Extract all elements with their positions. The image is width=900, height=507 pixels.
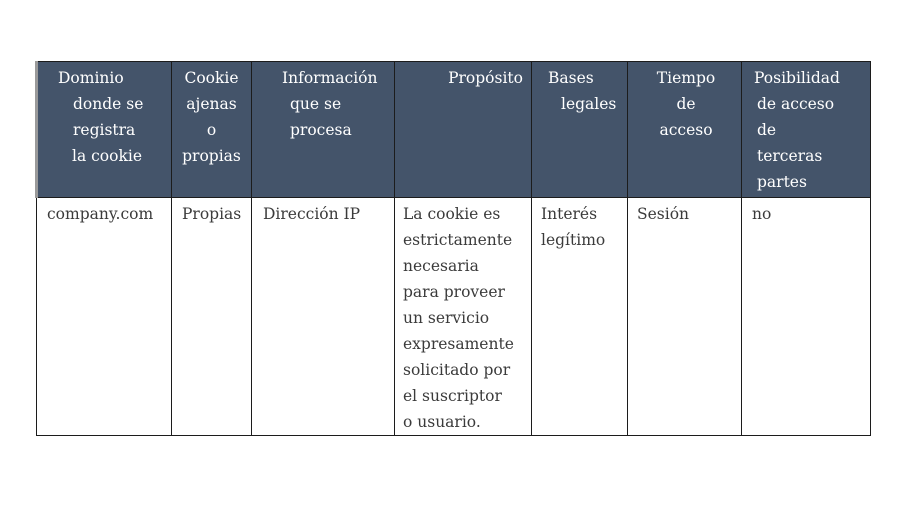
header-bases (532, 62, 628, 198)
header-dominio (37, 62, 172, 198)
cell-text: Propias (182, 205, 242, 223)
cell-text: Sesión (637, 205, 690, 223)
cell-line: estrictamente (403, 231, 513, 249)
header-line: propias (182, 147, 241, 165)
header-line: Bases (548, 69, 594, 87)
cell-line: La cookie es (403, 205, 501, 223)
cell-dominio (37, 198, 172, 436)
header-line: que se (290, 95, 342, 113)
cell-text: company.com (47, 205, 154, 223)
header-line: procesa (290, 121, 352, 139)
header-line: de (676, 95, 696, 113)
cell-terceros (742, 198, 871, 436)
cell-line: solicitado por (403, 361, 511, 379)
header-tipo (172, 62, 252, 198)
header-line: de acceso (757, 95, 835, 113)
header-line: Posibilidad (754, 69, 840, 87)
cell-informacion (252, 198, 395, 436)
header-line: Tiempo (656, 69, 716, 87)
table-row (37, 198, 871, 436)
header-line: Propósito (448, 69, 523, 87)
header-row (37, 62, 871, 198)
cell-bases (532, 198, 628, 436)
header-line: registra (73, 121, 136, 139)
cell-line: Interés (541, 205, 598, 223)
header-line: Cookie (184, 69, 239, 87)
header-line: ajenas (186, 95, 237, 113)
cell-tiempo (628, 198, 742, 436)
header-proposito (395, 62, 532, 198)
cell-line: necesaria (403, 257, 479, 275)
header-line: terceras (757, 147, 823, 165)
cell-line: para proveer (403, 283, 505, 301)
header-line: legales (561, 95, 617, 113)
header-line: o (206, 121, 217, 139)
cell-text: Dirección IP (263, 205, 361, 223)
cell-proposito (395, 198, 532, 436)
cookie-table (35, 61, 871, 436)
header-line: acceso (659, 121, 713, 139)
cell-line: legítimo (541, 231, 606, 249)
cell-line: expresamente (403, 335, 514, 353)
cell-line: un servicio (403, 309, 490, 327)
header-tiempo (628, 62, 742, 198)
header-line: Dominio (58, 69, 124, 87)
header-line: la cookie (72, 147, 142, 165)
cell-tipo (172, 198, 252, 436)
header-terceros (742, 62, 871, 198)
cell-line: o usuario. (403, 413, 481, 431)
header-line: donde se (73, 95, 144, 113)
header-informacion (252, 62, 395, 198)
header-line: Información (282, 69, 378, 87)
header-line: partes (757, 173, 807, 191)
header-line: de (757, 121, 777, 139)
cell-text: no (752, 205, 772, 223)
cell-line: el suscriptor (403, 387, 502, 405)
